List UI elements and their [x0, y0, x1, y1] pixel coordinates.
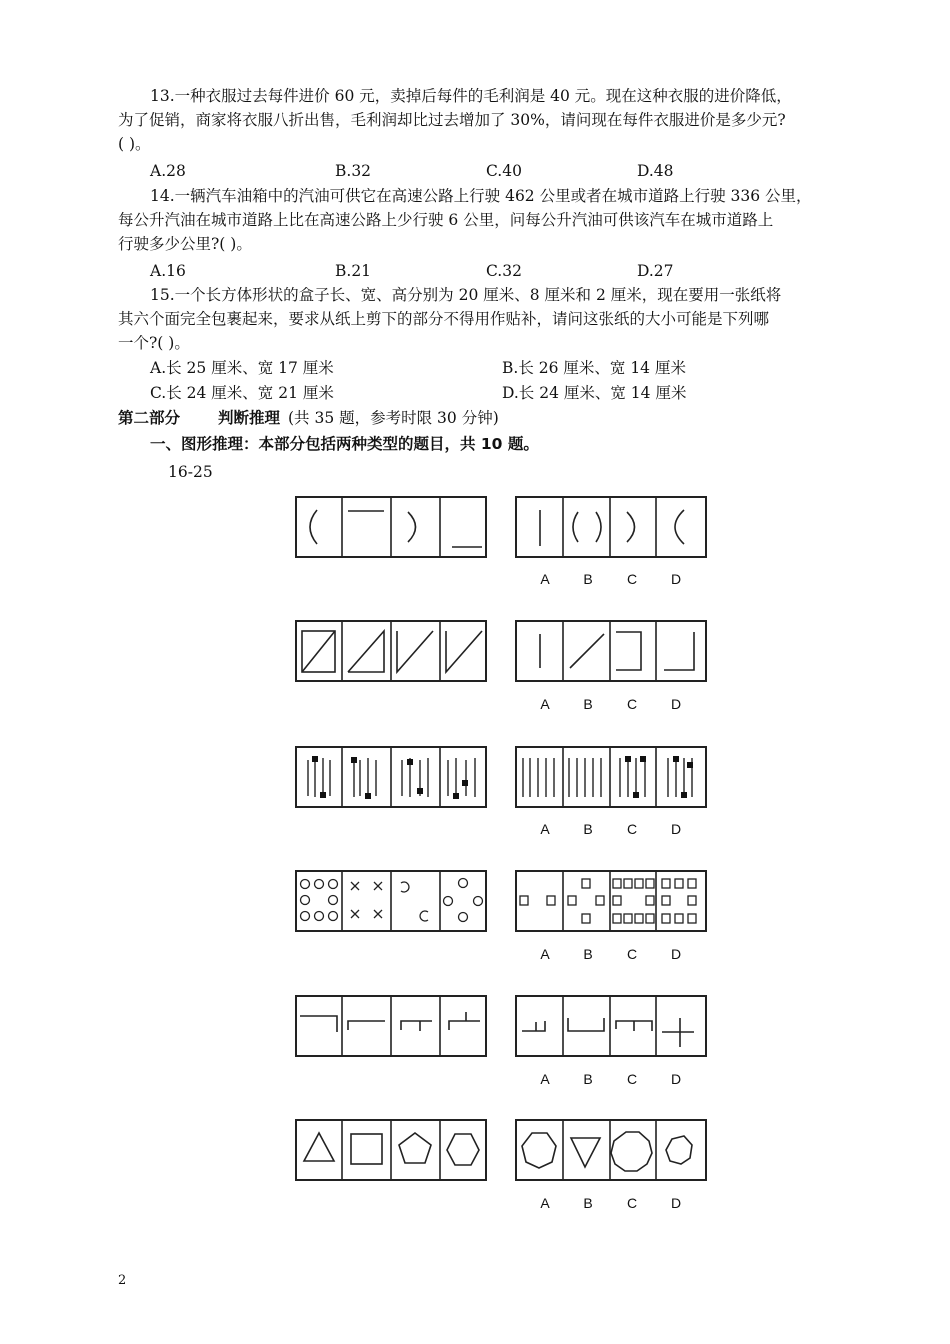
row4-label-a: A [540, 946, 550, 962]
q13-option-b: B.32 [335, 162, 372, 180]
row6-label-a: A [540, 1195, 550, 1211]
q13-option-a: A.28 [150, 162, 186, 180]
row5-label-d: D [670, 1071, 682, 1087]
row1-label-d: D [670, 571, 682, 587]
row4-label-c: C [626, 946, 638, 962]
row2-label-c: C [626, 696, 638, 712]
q14-option-c: C.32 [486, 262, 522, 280]
puzzle-row-6 [296, 1120, 706, 1180]
q15-option-c: C.长 24 厘米、宽 21 厘米 [150, 384, 334, 402]
row6-label-d: D [670, 1195, 682, 1211]
section-title: 第二部分 [118, 409, 181, 427]
row3-label-a: A [540, 821, 550, 837]
q14-line1: 14.一辆汽车油箱中的汽油可供它在高速公路上行驶 462 公里或者在城市道路上行驶 336 公里， [150, 187, 812, 205]
row3-label-c: C [626, 821, 638, 837]
q13-line1: 13.一种衣服过去每件进价 60 元，卖掉后每件的毛利润是 40 元。现在这种衣服的进价降低， [150, 87, 792, 105]
q15-option-d: D.长 24 厘米、宽 14 厘米 [502, 384, 687, 402]
q13-option-d: D.48 [637, 162, 674, 180]
q14-option-b: B.21 [335, 262, 372, 280]
q13-line3: ( )。 [118, 135, 151, 153]
row3-label-d: D [670, 821, 682, 837]
q14-option-d: D.27 [637, 262, 674, 280]
row6-label-c: C [626, 1195, 638, 1211]
row4-label-b: B [583, 946, 593, 962]
row3-label-b: B [583, 821, 593, 837]
q13-line2: 为了促销，商家将衣服八折出售，毛利润却比过去增加了 30%，请问现在每件衣服进价是多少元? [118, 111, 786, 129]
puzzle-row-4 [296, 871, 706, 931]
row1-label-c: C [626, 571, 638, 587]
subsection-title: 一、图形推理：本部分包括两种类型的题目，共 10 题。 [150, 435, 539, 453]
row2-label-b: B [583, 696, 593, 712]
row5-label-a: A [540, 1071, 550, 1087]
row1-label-a: A [540, 571, 550, 587]
row6-label-b: B [583, 1195, 593, 1211]
q14-line2: 每公升汽油在城市道路上比在高速公路上少行驶 6 公里，问每公升汽油可供该汽车在城市道路上 [118, 211, 774, 229]
row2-label-d: D [670, 696, 682, 712]
row5-label-c: C [626, 1071, 638, 1087]
q14-option-a: A.16 [150, 262, 186, 280]
section-subtitle: 判断推理 [218, 409, 281, 427]
question-range: 16-25 [168, 463, 213, 481]
puzzle-row-5 [296, 996, 706, 1056]
section-note: (共 35 题，参考时限 30 分钟) [288, 409, 499, 427]
q15-option-a: A.长 25 厘米、宽 17 厘米 [150, 359, 334, 377]
q13-option-c: C.40 [486, 162, 522, 180]
row1-label-b: B [583, 571, 593, 587]
q15-line3: 一个?( )。 [118, 334, 190, 352]
puzzle-row-2 [296, 621, 706, 681]
row5-label-b: B [583, 1071, 593, 1087]
puzzle-row-1 [296, 497, 706, 557]
q15-line1: 15.一个长方体形状的盒子长、宽、高分别为 20 厘米、8 厘米和 2 厘米，现在要用一张纸将 [150, 286, 782, 304]
page-number: 2 [118, 1273, 127, 1288]
row4-label-d: D [670, 946, 682, 962]
row2-label-a: A [540, 696, 550, 712]
q15-line2: 其六个面完全包裹起来，要求从纸上剪下的部分不得用作贴补，请问这张纸的大小可能是下列哪 [118, 310, 770, 328]
puzzle-row-3 [296, 747, 706, 807]
q14-line3: 行驶多少公里?( )。 [118, 235, 252, 253]
q15-option-b: B.长 26 厘米、宽 14 厘米 [502, 359, 686, 377]
